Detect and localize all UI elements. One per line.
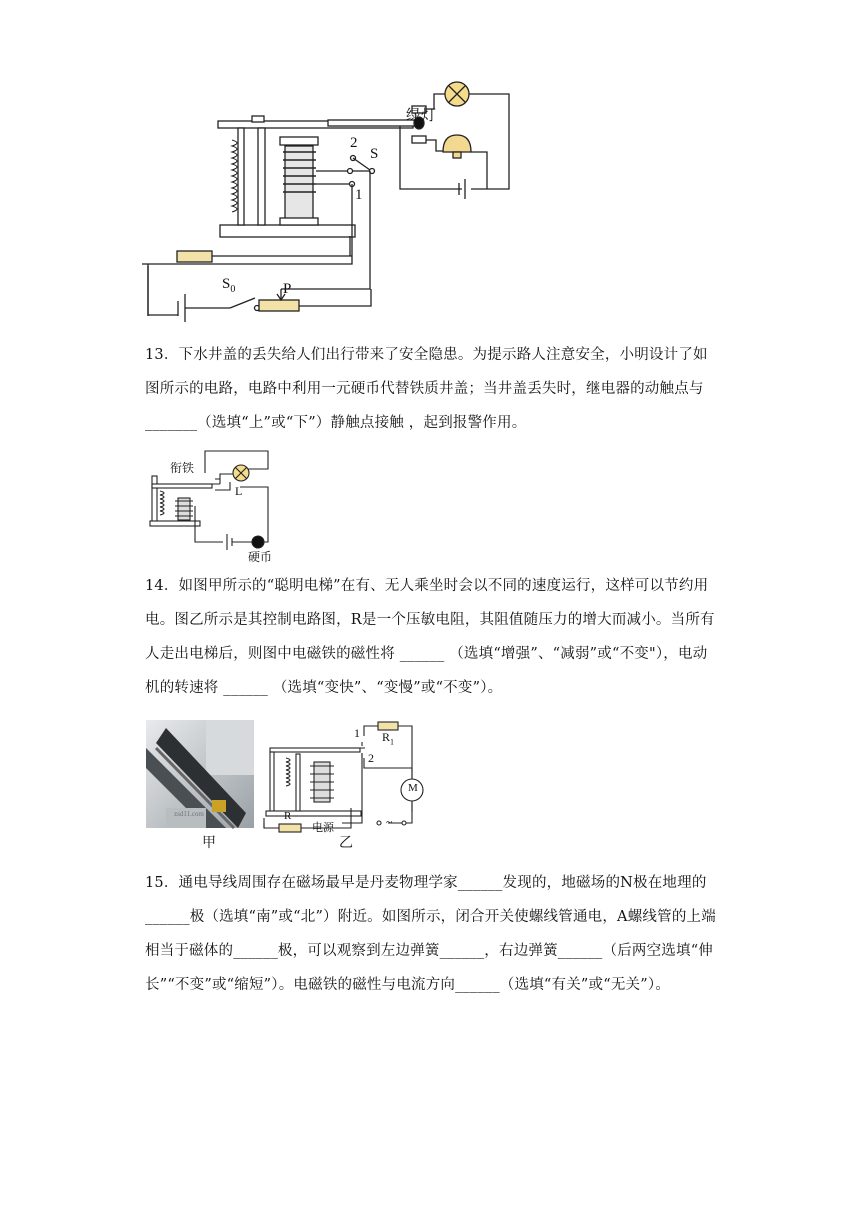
- label-1: 1: [354, 726, 360, 740]
- coin-label: 硬币: [248, 550, 273, 564]
- elevator-figure: [146, 718, 426, 858]
- caption-jia: 甲: [202, 835, 216, 851]
- watermark-label: zsd11.com: [174, 810, 204, 818]
- question-13: 13．下水井盖的丢失给人们出行带来了安全隐患。为提示路人注意安全，小明设计了如图所示的电路，电路中利用一元硬币代替铁质井盖；当井盖丢失时，继电器的动触点与_______（选填“上”或“下”）静触点接触 ，起到报警作用。: [145, 347, 708, 431]
- switch-s-label: S: [370, 146, 379, 162]
- question-15: 15．通电导线周围存在磁场最早是丹麦物理学家______发现的，地磁场的N极在地理的______极（选填“南”或“北”）附近。如图所示，闭合开关使螺线管通电，A螺线管的上端相当于磁体的______极，可以观察到左边弹簧______，右边弹簧______（后两空选填“伸长”“不变”或“缩短”）。电磁铁的磁性与电流方向______（选填“有关”或“无关”）。: [145, 875, 716, 993]
- label-r1: $R_1$: [382, 730, 395, 747]
- motor-label: M: [408, 782, 418, 794]
- contact-2-label: 2: [350, 135, 358, 151]
- slider-p-label: P: [283, 281, 292, 297]
- caption-yi: 乙: [339, 835, 353, 851]
- power-source-label: 电源: [312, 821, 334, 834]
- relay-lamp-figure: [140, 80, 530, 330]
- lamp-l-label: L: [235, 484, 243, 498]
- contact-1-label: 1: [355, 187, 363, 203]
- coin-alarm-figure: [140, 446, 280, 566]
- armature-label: 衔铁: [170, 461, 195, 475]
- switch-s0-label: $S_0$: [222, 276, 236, 295]
- ac-symbol-label: ~: [386, 815, 393, 829]
- green-lamp-label: 绿灯: [406, 108, 437, 124]
- label-2: 2: [368, 751, 374, 765]
- label-r: R: [284, 810, 292, 822]
- question-14: 14．如图甲所示的“聪明电梯”在有、无人乘坐时会以不同的速度运行，这样可以节约用电。图乙所示是其控制电路图，R是一个压敏电阻，其阻值随压力的增大而减小。当所有人走出电梯后，则图中电磁铁的磁性将 ______ （选填“增强”、“减弱”或“不变"），电动机的转速将 ______ （选填“变快”、“变慢”或“不变”）。: [145, 578, 715, 696]
